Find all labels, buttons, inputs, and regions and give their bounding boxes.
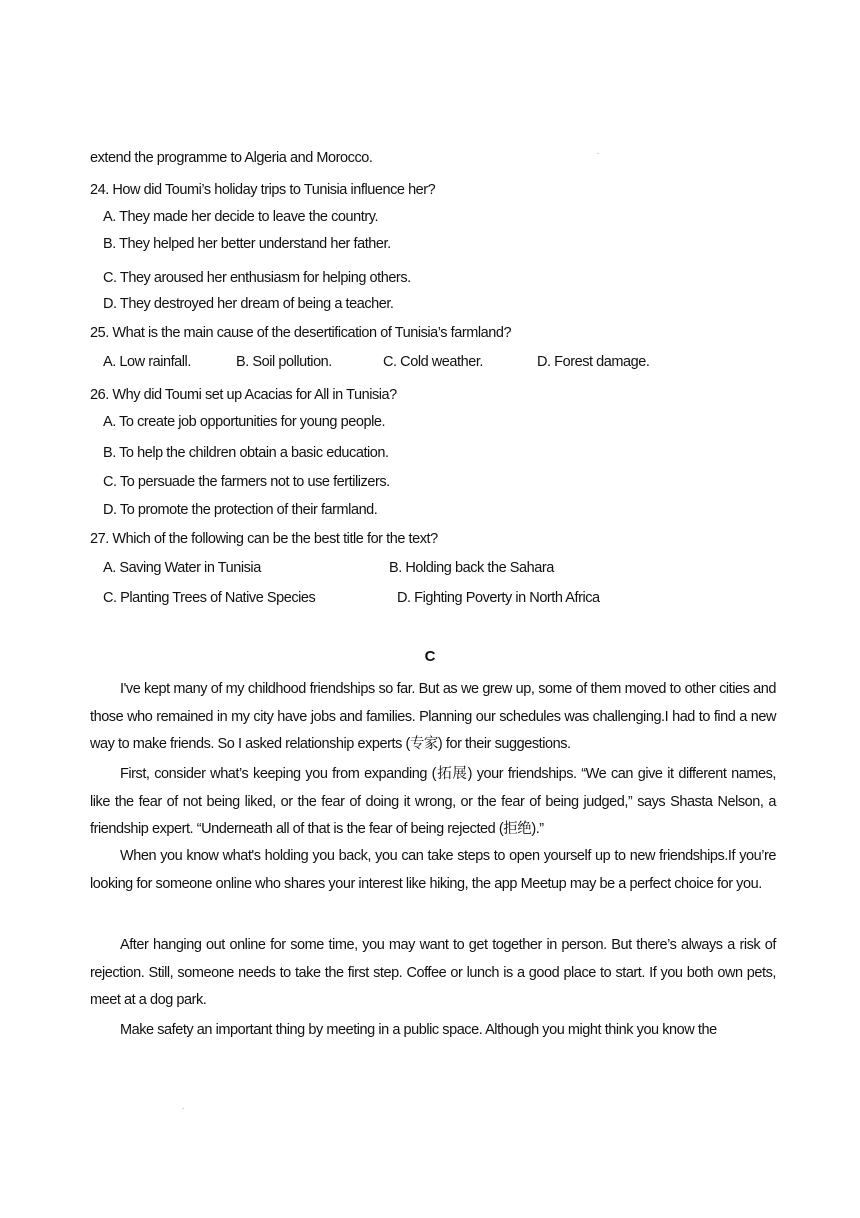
question-24-stem: 24. How did Toumi’s holiday trips to Tunisia influence her? bbox=[90, 182, 436, 198]
section-heading: C bbox=[424, 648, 436, 665]
question-24-option-a: A. They made her decide to leave the country. bbox=[103, 209, 379, 225]
question-25-option-c: C. Cold weather. bbox=[383, 354, 483, 370]
question-25-stem: 25. What is the main cause of the desertification of Tunisia’s farmland? bbox=[90, 325, 512, 341]
scan-speck bbox=[182, 1108, 184, 1109]
passage-paragraph-3: When you know what's holding you back, you can take steps to open yourself up to new friendships.If you’re looking for someone online who shares your interest like hiking, the app Meetup may be a perfect choice for you. bbox=[90, 848, 776, 892]
passage-paragraph-4: After hanging out online for some time, you may want to get together in person. But there’s always a risk of rejection. Still, someone needs to take the first step. Coffee or lunch is a good place to start. If you both own pets, meet at a dog park. bbox=[90, 937, 776, 1008]
scan-speck bbox=[597, 153, 599, 154]
passage-paragraph-5: Make safety an important thing by meeting in a public space. Although you might think you know the bbox=[120, 1022, 717, 1038]
question-27-option-a: A. Saving Water in Tunisia bbox=[103, 560, 261, 576]
question-27-option-d: D. Fighting Poverty in North Africa bbox=[397, 590, 600, 606]
question-26-option-a: A. To create job opportunities for young people. bbox=[103, 414, 386, 430]
question-27-stem: 27. Which of the following can be the best title for the text? bbox=[90, 531, 438, 547]
question-25-option-a: A. Low rainfall. bbox=[103, 354, 191, 370]
continued-text-line: extend the programme to Algeria and Morocco. bbox=[90, 150, 373, 166]
question-24-option-b: B. They helped her better understand her father. bbox=[103, 236, 391, 252]
passage-paragraph-1: I've kept many of my childhood friendships so far. But as we grew up, some of them moved to other cities and those who remained in my city have jobs and families. Planning our schedules was challenging.I had to find a new way to make friends. So I asked relationship experts (专家) for their suggestions. bbox=[90, 681, 776, 752]
question-24-option-d: D. They destroyed her dream of being a teacher. bbox=[103, 296, 394, 312]
question-26-option-c: C. To persuade the farmers not to use fertilizers. bbox=[103, 474, 390, 490]
question-25-option-b: B. Soil pollution. bbox=[236, 354, 332, 370]
question-26-option-d: D. To promote the protection of their farmland. bbox=[103, 502, 378, 518]
question-26-option-b: B. To help the children obtain a basic education. bbox=[103, 445, 389, 461]
question-24-option-c: C. They aroused her enthusiasm for helping others. bbox=[103, 270, 411, 286]
question-27-option-b: B. Holding back the Sahara bbox=[389, 560, 554, 576]
question-26-stem: 26. Why did Toumi set up Acacias for All in Tunisia? bbox=[90, 387, 397, 403]
question-25-option-d: D. Forest damage. bbox=[537, 354, 650, 370]
question-27-option-c: C. Planting Trees of Native Species bbox=[103, 590, 316, 606]
passage-paragraph-2: First, consider what’s keeping you from expanding (拓展) your friendships. “We can give it different names, like the fear of not being liked, or the fear of doing it wrong, or the fear of being judged,” says Shasta Nelson, a friendship expert. “Underneath all of that is the fear of being rejected (拒绝).” bbox=[90, 766, 776, 837]
